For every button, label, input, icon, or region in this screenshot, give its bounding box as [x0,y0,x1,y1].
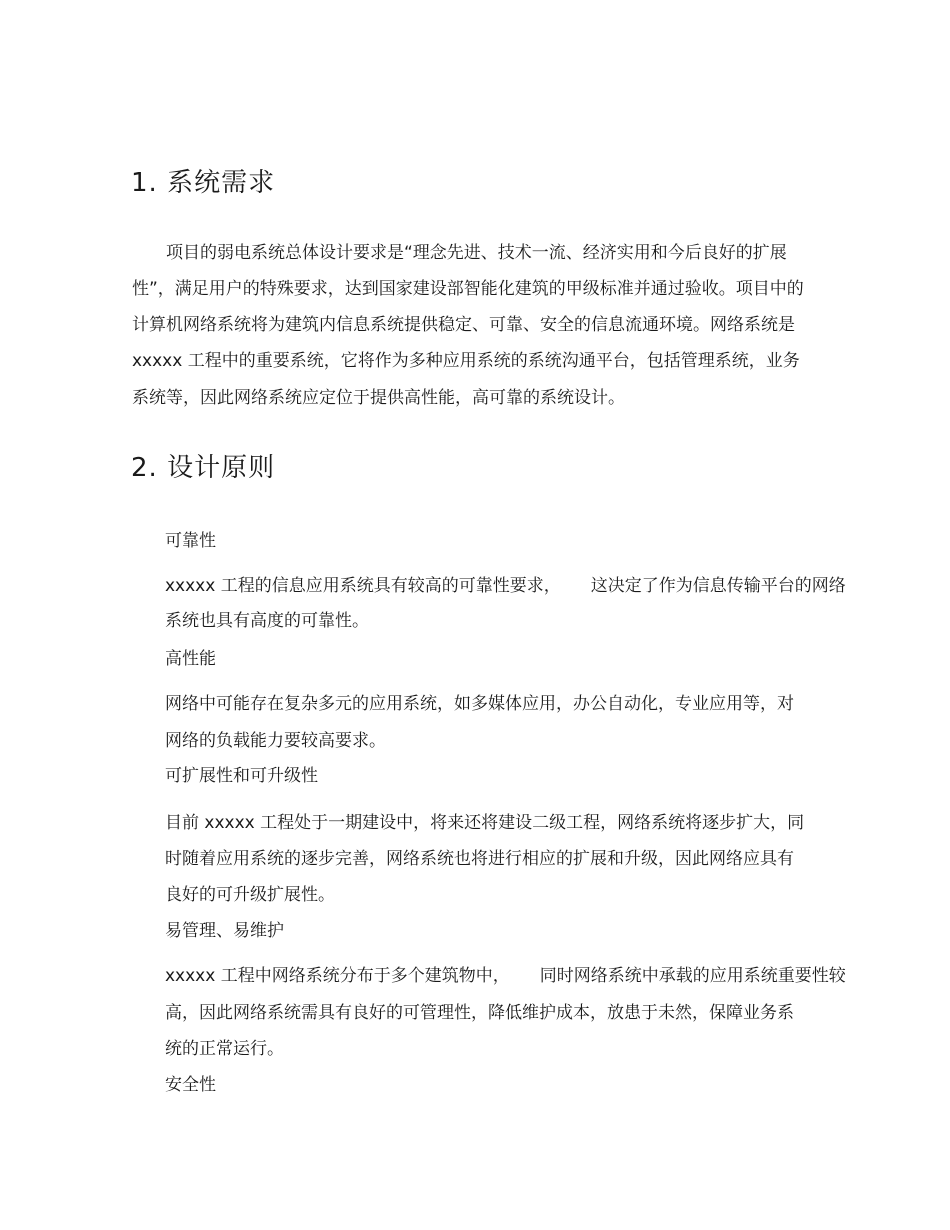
principle-text-line: 系统也具有高度的可靠性。 [165,611,369,631]
principle-text-line: 网络的负载能力要较高要求。 [165,731,386,751]
principle-text-line: 统的正常运行。 [165,1039,284,1059]
text-segment: xxxxx 工程的信息应用系统具有较高的可靠性要求， [165,576,561,596]
principle-text-line [165,575,846,597]
principle-label-security: 安全性 [165,1075,216,1095]
principle-text-line: 高，因此网络系统需具有良好的可管理性，降低维护成本，放患于未然，保障业务系 [165,1003,794,1023]
principle-label-high-performance: 高性能 [165,649,216,669]
text-segment: xxxxx 工程中网络系统分布于多个建筑物中， [165,966,510,986]
section-heading-design-principles: 2. 设计原则 [131,453,276,483]
principle-text-line: 网络中可能存在复杂多元的应用系统，如多媒体应用，办公自动化，专业应用等，对 [165,694,794,714]
paragraph-line: 性”，满足用户的特殊要求，达到国家建设部智能化建筑的甲级标准并通过验收。项目中的 [132,279,804,299]
paragraph-line: 项目的弱电系统总体设计要求是“理念先进、技术一流、经济实用和今后良好的扩展 [166,243,787,263]
paragraph-line: 计算机网络系统将为建筑内信息系统提供稳定、可靠、安全的信息流通环境。网络系统是 [132,315,795,335]
principle-label-reliability: 可靠性 [165,531,216,551]
text-segment: 这决定了作为信息传输平台的网络 [590,576,846,596]
principle-text-line: 时随着应用系统的逐步完善，网络系统也将进行相应的扩展和升级，因此网络应具有 [165,849,794,869]
text-segment: 同时网络系统中承载的应用系统重要性较 [539,966,846,986]
principle-label-scalability: 可扩展性和可升级性 [165,766,318,786]
principle-text-line: 良好的可升级扩展性。 [165,885,335,905]
principle-label-manageability: 易管理、易维护 [165,921,284,941]
paragraph-line: 系统等，因此网络系统应定位于提供高性能，高可靠的系统设计。 [132,388,625,408]
principle-text-line [165,965,846,987]
principle-text-line: 目前 xxxxx 工程处于一期建设中，将来还将建设二级工程，网络系统将逐步扩大，同 [165,813,805,833]
paragraph-line: xxxxx 工程中的重要系统，它将作为多种应用系统的系统沟通平台，包括管理系统，业务 [132,351,800,371]
section-heading-system-requirements: 1. 系统需求 [131,168,276,198]
